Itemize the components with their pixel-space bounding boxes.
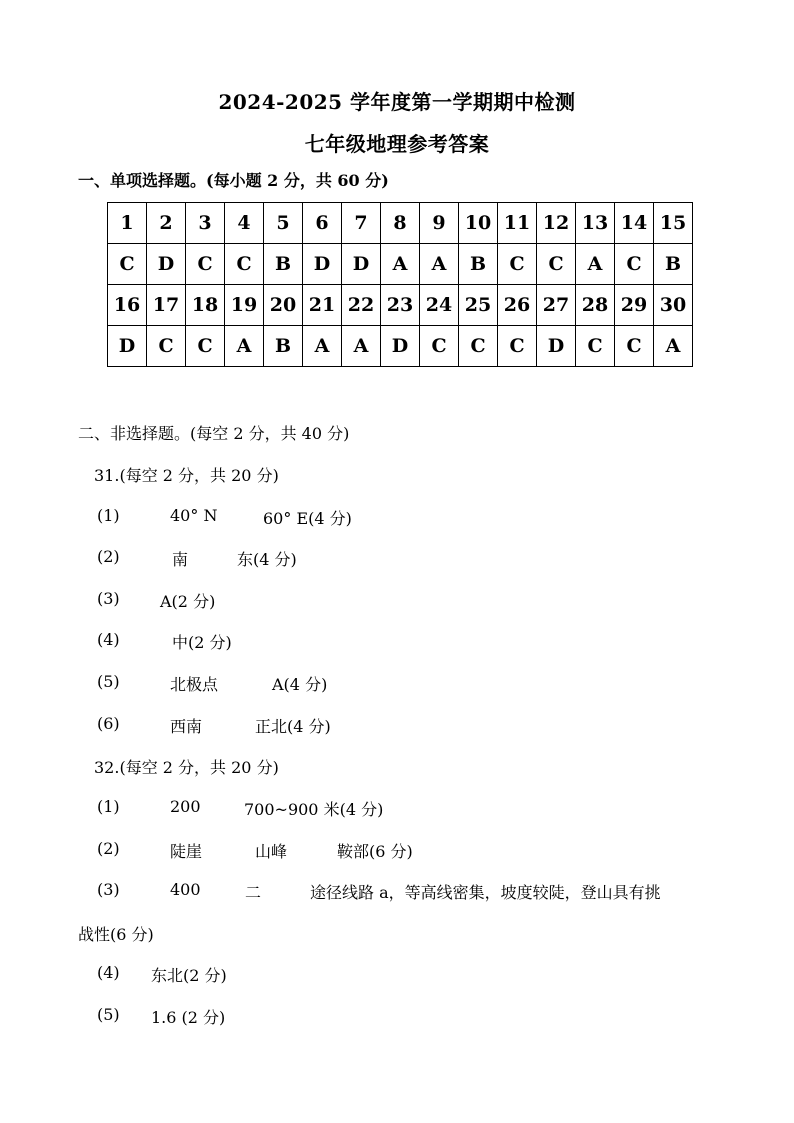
- answer-a: A(2 分): [160, 592, 216, 611]
- answer-b: 二: [245, 883, 262, 902]
- question-number-cell: 13: [576, 203, 615, 244]
- answer-a: 中(2 分): [172, 633, 232, 652]
- answer-b: 正北(4 分): [255, 717, 331, 736]
- question-number-cell: 1: [108, 203, 147, 244]
- answer-a: 200: [170, 797, 201, 816]
- question-number-cell: 27: [537, 285, 576, 326]
- answer-cell: C: [498, 244, 537, 285]
- question-number-cell: 10: [459, 203, 498, 244]
- question-number-cell: 2: [147, 203, 186, 244]
- question-number-cell: 30: [654, 285, 693, 326]
- answer-cell: D: [303, 244, 342, 285]
- item-number: (1): [97, 797, 120, 816]
- answer-cell: A: [225, 326, 264, 367]
- answer-cell: C: [537, 244, 576, 285]
- question-number-cell: 6: [303, 203, 342, 244]
- section2-heading: 二、非选择题。(每空 2 分，共 40 分): [78, 424, 350, 443]
- answer-a: 西南: [170, 717, 203, 736]
- question-number-cell: 4: [225, 203, 264, 244]
- answer-cell: C: [225, 244, 264, 285]
- question-number-row: [108, 203, 693, 244]
- question-number-cell: 3: [186, 203, 225, 244]
- question-number-cell: 9: [420, 203, 459, 244]
- question-number-cell: 29: [615, 285, 654, 326]
- item-number: (2): [97, 839, 120, 858]
- answer-table: [107, 202, 693, 367]
- q32-item-3-continuation: 战性(6 分): [78, 925, 154, 944]
- answer-cell: D: [147, 244, 186, 285]
- item-number: (5): [97, 1005, 120, 1024]
- answer-cell: C: [420, 326, 459, 367]
- answer-b: 700~900 米(4 分): [244, 800, 384, 819]
- answer-a: 40° N: [170, 506, 218, 525]
- question-number-cell: 5: [264, 203, 303, 244]
- answer-cell: A: [342, 326, 381, 367]
- answer-cell: D: [108, 326, 147, 367]
- page-subtitle: 七年级地理参考答案: [304, 132, 490, 156]
- question-number-cell: 8: [381, 203, 420, 244]
- answer-cell: C: [459, 326, 498, 367]
- answer-cell: A: [576, 244, 615, 285]
- answer-cell: A: [303, 326, 342, 367]
- answer-a: 陡崖: [170, 842, 203, 861]
- answer-c: 鞍部(6 分): [337, 842, 413, 861]
- item-number: (4): [97, 963, 120, 982]
- answer-c: 途径线路 a，等高线密集，坡度较陡，登山具有挑: [310, 883, 661, 902]
- question-number-cell: 15: [654, 203, 693, 244]
- answer-cell: C: [108, 244, 147, 285]
- item-number: (3): [97, 589, 120, 608]
- answer-a: 南: [172, 550, 189, 569]
- question-number-row: [108, 285, 693, 326]
- question-number-cell: 12: [537, 203, 576, 244]
- answer-cell: C: [615, 326, 654, 367]
- question-number-cell: 14: [615, 203, 654, 244]
- page-title: 2024-2025 学年度第一学期期中检测: [218, 90, 576, 114]
- question-number-cell: 20: [264, 285, 303, 326]
- answer-a: 北极点: [170, 675, 219, 694]
- answer-cell: B: [264, 244, 303, 285]
- question-number-cell: 24: [420, 285, 459, 326]
- answer-b: 山峰: [255, 842, 288, 861]
- answer-cell: B: [459, 244, 498, 285]
- answer-cell: B: [264, 326, 303, 367]
- item-number: (5): [97, 672, 120, 691]
- answer-cell: D: [537, 326, 576, 367]
- q32-header: 32.(每空 2 分，共 20 分): [94, 758, 279, 777]
- answer-cell: A: [654, 326, 693, 367]
- question-number-cell: 7: [342, 203, 381, 244]
- answer-b: A(4 分): [272, 675, 328, 694]
- item-number: (3): [97, 880, 120, 899]
- question-number-cell: 16: [108, 285, 147, 326]
- q31-header: 31.(每空 2 分，共 20 分): [94, 466, 279, 485]
- answer-a: 东北(2 分): [151, 966, 227, 985]
- question-number-cell: 28: [576, 285, 615, 326]
- answer-cell: C: [186, 326, 225, 367]
- item-number: (4): [97, 630, 120, 649]
- answer-cell: C: [147, 326, 186, 367]
- question-number-cell: 17: [147, 285, 186, 326]
- answer-row: [108, 326, 693, 367]
- item-number: (1): [97, 506, 120, 525]
- item-number: (6): [97, 714, 120, 733]
- answer-b: 60° E(4 分): [263, 509, 352, 528]
- answer-cell: A: [420, 244, 459, 285]
- answer-cell: C: [498, 326, 537, 367]
- section1-heading: 一、单项选择题。(每小题 2 分，共 60 分): [78, 171, 389, 190]
- answer-a: 400: [170, 880, 201, 899]
- item-number: (2): [97, 547, 120, 566]
- answer-cell: A: [381, 244, 420, 285]
- answer-b: 东(4 分): [237, 550, 297, 569]
- answer-cell: C: [576, 326, 615, 367]
- answer-cell: C: [186, 244, 225, 285]
- answer-row: [108, 244, 693, 285]
- question-number-cell: 18: [186, 285, 225, 326]
- answer-cell: B: [654, 244, 693, 285]
- answer-cell: D: [381, 326, 420, 367]
- question-number-cell: 19: [225, 285, 264, 326]
- question-number-cell: 25: [459, 285, 498, 326]
- answer-cell: D: [342, 244, 381, 285]
- question-number-cell: 23: [381, 285, 420, 326]
- question-number-cell: 26: [498, 285, 537, 326]
- answer-cell: C: [615, 244, 654, 285]
- question-number-cell: 11: [498, 203, 537, 244]
- answer-a: 1.6 (2 分): [151, 1008, 226, 1027]
- question-number-cell: 22: [342, 285, 381, 326]
- question-number-cell: 21: [303, 285, 342, 326]
